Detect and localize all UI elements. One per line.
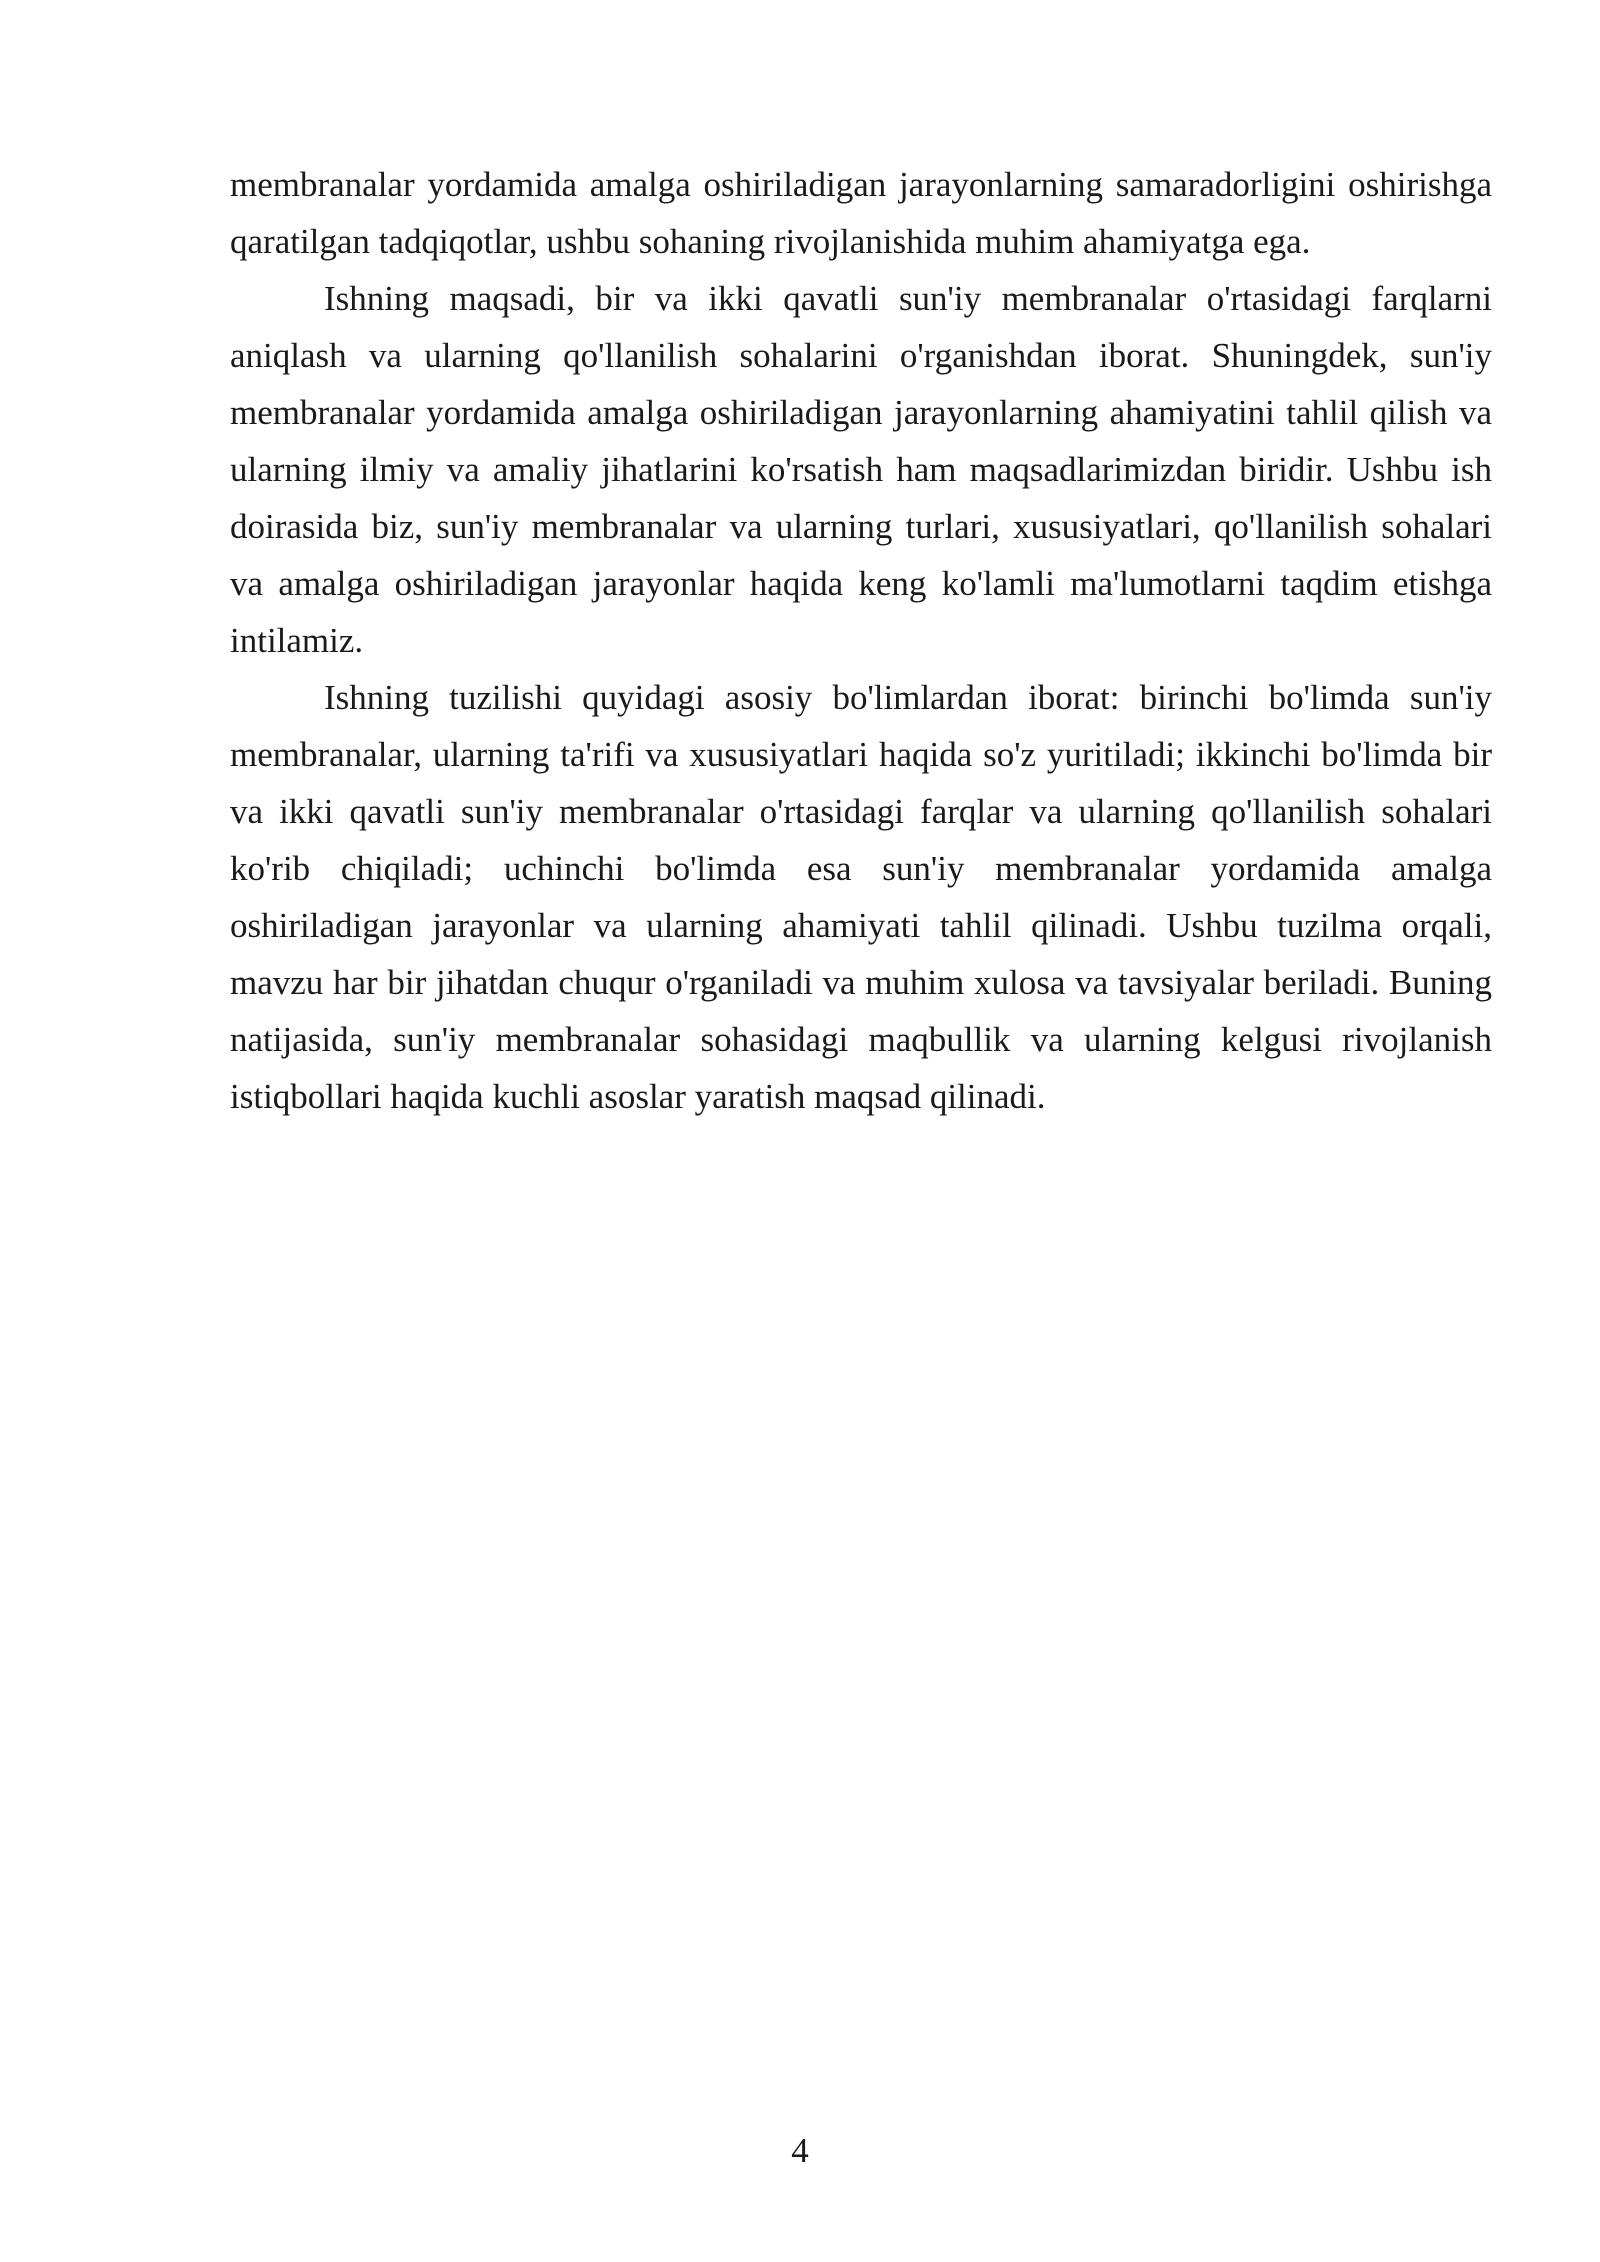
body-text [230, 156, 1492, 1125]
paragraph-structure: Ishning tuzilishi quyidagi asosiy bo'limlardan iborat: birinchi bo'limda sun'iy membranalar, ularning ta'rifi va xususiyatlari haqida so'z yuritiladi; ikkinchi bo'limda bir va ikki qavatli sun'iy membranalar o'rtasidagi farqlar va ularning qo'llanilish sohalari ko'rib chiqiladi; uchinchi bo'limda esa sun'iy membranalar yordamida amalga oshiriladigan jarayonlar va ularning ahamiyati tahlil qilinadi. Ushbu tuzilma orqali, mavzu har bir jihatdan chuqur o'rganiladi va muhim xulosa va tavsiyalar beriladi. Buning natijasida, sun'iy membranalar sohasidagi maqbullik va ularning kelgusi rivojlanish istiqbollari haqida kuchli asoslar yaratish maqsad qilinadi. [230, 678, 1492, 1116]
paragraph-purpose: Ishning maqsadi, bir va ikki qavatli sun'iy membranalar o'rtasidagi farqlarni aniqlash va ularning qo'llanilish sohalarini o'rganishdan iborat. Shuningdek, sun'iy membranalar yordamida amalga oshiriladigan jarayonlarning ahamiyatini tahlil qilish va ularning ilmiy va amaliy jihatlarini ko'rsatish ham maqsadlarimizdan biridir. Ushbu ish doirasida biz, sun'iy membranalar va ularning turlari, xususiyatlari, qo'llanilish sohalari va amalga oshiriladigan jarayonlar haqida keng ko'lamli ma'lumotlarni taqdim etishga intilamiz. [230, 279, 1492, 660]
page-number: 4 [791, 2131, 809, 2170]
paragraph-continuation: membranalar yordamida amalga oshiriladigan jarayonlarning samaradorligini oshirishga qaratilgan tadqiqotlar, ushbu sohaning rivojlanishida muhim ahamiyatga ega. [230, 165, 1492, 261]
